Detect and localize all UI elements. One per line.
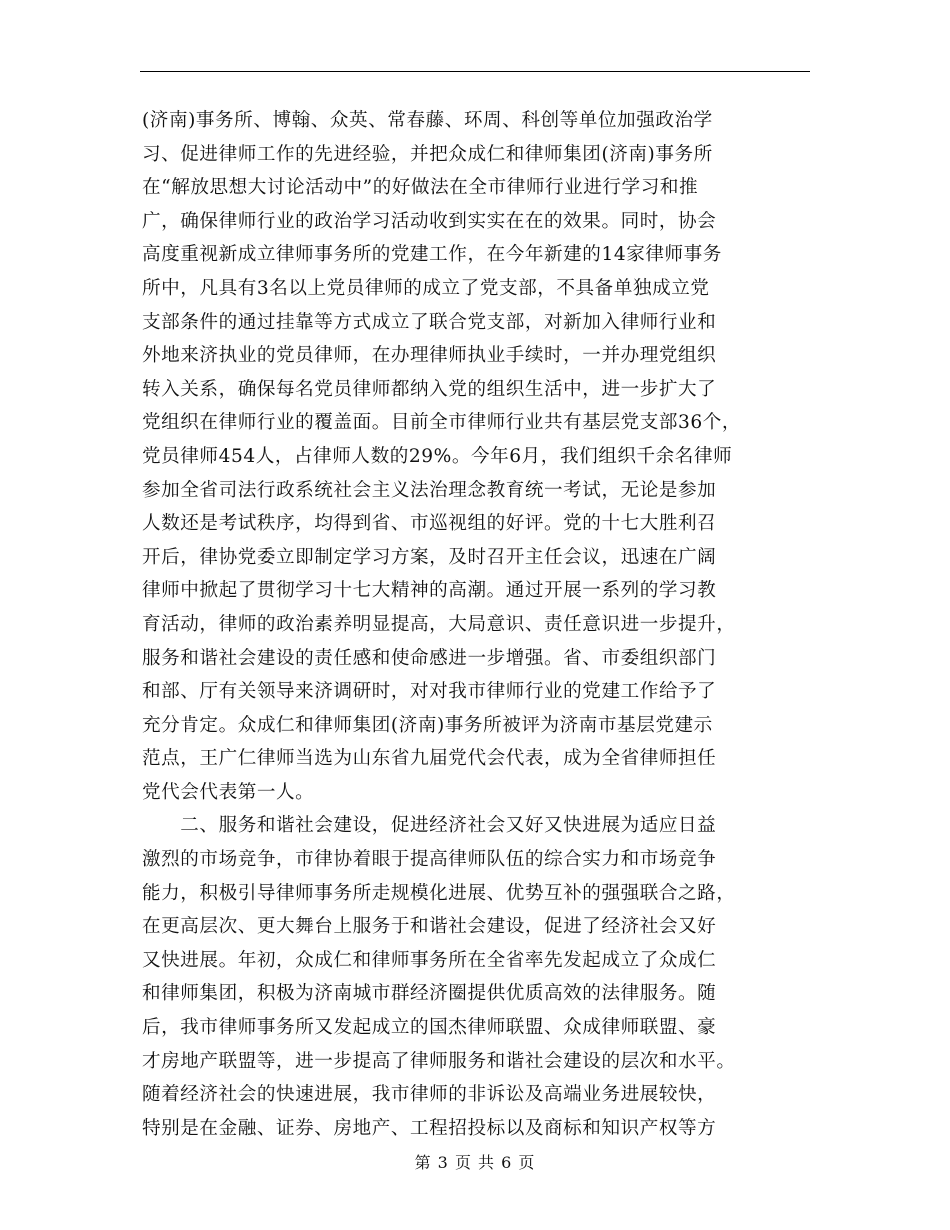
text-line: 开后，律协党委立即制定学习方案，及时召开主任会议，迅速在广阔 (142, 546, 717, 568)
text-line: 转入关系，确保每名党员律师都纳入党的组织生活中，进一步扩大了 (142, 378, 717, 400)
text-line: (济南)事务所、博翰、众英、常春藤、环周、科创等单位加强政治学 (142, 110, 713, 131)
text-line: 又快进展。年初，众成仁和律师事务所在全省率先发起成立了众成仁 (142, 949, 717, 971)
text-line: 律师中掀起了贯彻学习十七大精神的高潮。通过开展一系列的学习教 (142, 580, 717, 602)
text-line: 党组织在律师行业的覆盖面。目前全市律师行业共有基层党支部36个， (142, 412, 742, 434)
page-number: 第 3 页 共 6 页 (414, 1153, 536, 1172)
text-line: 特别是在金融、证券、房地产、工程招投标以及商标和知识产权等方 (142, 1117, 717, 1139)
text-line: 所中，凡具有3名以上党员律师的成立了党支部，不具备单独成立党 (142, 277, 710, 299)
text-line: 支部条件的通过挂靠等方式成立了联合党支部，对新加入律师行业和 (142, 311, 717, 333)
text-line: 才房地产联盟等，进一步提高了律师服务和谐社会建设的层次和水平。 (142, 1050, 736, 1072)
document-body (142, 104, 810, 1145)
text-line: 服务和谐社会建设的责任感和使命感进一步增强。省、市委组织部门 (142, 647, 717, 669)
text-line: 育活动，律师的政治素养明显提高，大局意识、责任意识进一步提升， (142, 613, 736, 635)
text-line: 人数还是考试秩序，均得到省、市巡视组的好评。党的十七大胜利召 (142, 513, 717, 535)
text-line: 和律师集团，积极为济南城市群经济圈提供优质高效的法律服务。随 (142, 983, 717, 1005)
text-line: 外地来济执业的党员律师，在办理律师执业手续时，一并办理党组织 (142, 345, 717, 367)
text-line: 激烈的市场竞争，市律协着眼于提高律师队伍的综合实力和市场竞争 (142, 849, 717, 871)
text-line: 和部、厅有关领导来济调研时，对对我市律师行业的党建工作给予了 (142, 681, 717, 703)
text-line: 党员律师454人，占律师人数的29%。今年6月，我们组织千余名律师 (142, 445, 733, 467)
text-line: 后，我市律师事务所又发起成立的国杰律师联盟、众成律师联盟、豪 (142, 1017, 717, 1039)
header-rule (140, 71, 810, 72)
text-line: 参加全省司法行政系统社会主义法治理念教育统一考试，无论是参加 (142, 479, 717, 501)
text-line: 高度重视新成立律师事务所的党建工作，在今年新建的14家律师事务 (142, 244, 722, 266)
text-line: 二、服务和谐社会建设，促进经济社会又好又快进展为适应日益 (142, 815, 717, 837)
text-line: 在“解放思想大讨论活动中”的好做法在全市律师行业进行学习和推 (142, 177, 699, 199)
text-line: 范点，王广仁律师当选为山东省九届党代会代表，成为全省律师担任 (142, 748, 717, 770)
text-line: 习、促进律师工作的先进经验，并把众成仁和律师集团(济南)事务所 (142, 143, 713, 165)
text-line: 在更高层次、更大舞台上服务于和谐社会建设，促进了经济社会又好 (142, 916, 717, 938)
text-line: 充分肯定。众成仁和律师集团(济南)事务所被评为济南市基层党建示 (142, 714, 713, 736)
text-line: 能力，积极引导律师事务所走规模化进展、优势互补的强强联合之路， (142, 882, 736, 904)
text-line: 广，确保律师行业的政治学习活动收到实实在在的效果。同时，协会 (142, 210, 717, 232)
text-line: 随着经济社会的快速进展，我市律师的非诉讼及高端业务进展较快， (142, 1084, 717, 1106)
text-line: 党代会代表第一人。 (142, 781, 315, 803)
